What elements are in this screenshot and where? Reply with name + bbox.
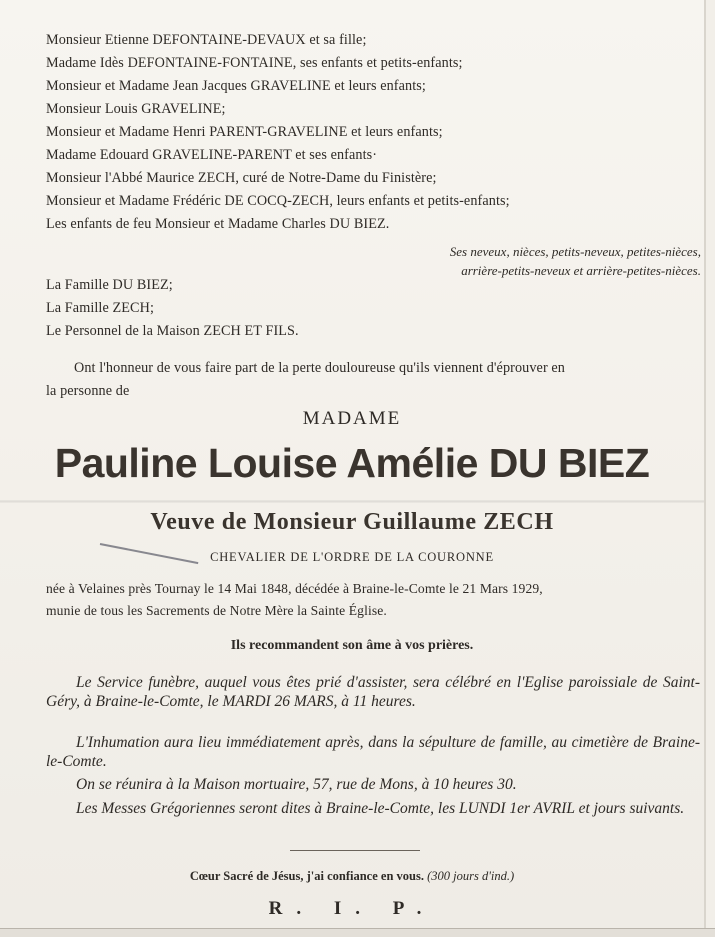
paper-fold-crease (0, 500, 704, 503)
birth-death-line: munie de tous les Sacrements de Notre Mère la Sainte Église. (46, 603, 387, 618)
prayer-text: Cœur Sacré de Jésus, j'ai confiance en vous. (189, 869, 424, 883)
gathering-paragraph: On se réunira à la Maison mortuaire, 57, rue de Mons, à 10 heures 30. (76, 776, 517, 793)
mourner-line: Monsieur Etienne DEFONTAINE-DEVAUX et sa fille; (46, 32, 367, 48)
mourner-line: Monsieur l'Abbé Maurice ZECH, curé de Notre-Dame du Finistère; (46, 170, 437, 186)
mourner-line: Monsieur et Madame Frédéric DE COCQ-ZECH, leurs enfants et petits-enfants; (46, 193, 510, 209)
mourner-line: Les enfants de feu Monsieur et Madame Charles DU BIEZ. (46, 216, 390, 232)
prayer-line (0, 869, 704, 884)
birth-death-line: née à Velaines près Tournay le 14 Mai 1848, décédée à Braine-le-Comte le 21 Mars 1929, (46, 581, 543, 596)
salutation: MADAME (302, 408, 402, 429)
widow-of-line: Veuve de Monsieur Guillaume ZECH (150, 509, 554, 535)
mourner-line: Monsieur et Madame Henri PARENT-GRAVELINE et leurs enfants; (46, 124, 443, 140)
announcement-line: la personne de (46, 383, 130, 399)
divider-rule (290, 850, 420, 851)
family-line: La Famille ZECH; (46, 300, 154, 316)
honorific-title: CHEVALIER DE L'ORDRE DE LA COURONNE (210, 550, 494, 564)
rip-monogram: R. I. P. (268, 898, 436, 919)
announcement-line: Ont l'honneur de vous faire part de la perte douloureuse qu'ils viennent d'éprouver en (74, 360, 566, 376)
mourner-line: Madame Edouard GRAVELINE-PARENT et ses enfants· (46, 147, 378, 163)
masses-paragraph: Les Messes Grégoriennes seront dites à Braine-le-Comte, les LUNDI 1er AVRIL et jours suivants. (76, 800, 685, 817)
prayer-recommendation: Ils recommandent son âme à vos prières. (230, 638, 474, 653)
relatives-note-line: Ses neveux, nièces, petits-neveux, petites-nièces, (449, 244, 701, 259)
service-paragraph: Le Service funèbre, auquel vous êtes prié d'assister, sera célébré en l'Eglise paroissiale de Saint-Géry, à Braine-le-Comte, le MARDI 26 MARS, à 11 heures. (46, 674, 700, 710)
indulgence-note: (300 jours d'ind.) (427, 869, 515, 883)
mourner-line: Monsieur et Madame Jean Jacques GRAVELINE et leurs enfants; (46, 78, 426, 94)
deceased-name: Pauline Louise Amélie DU BIEZ (54, 440, 650, 486)
mourner-line: Monsieur Louis GRAVELINE; (46, 101, 226, 117)
mourner-line: Madame Idès DEFONTAINE-FONTAINE, ses enfants et petits-enfants; (46, 55, 463, 71)
family-line: Le Personnel de la Maison ZECH ET FILS. (46, 323, 299, 339)
relatives-note-line: arrière-petits-neveux et arrière-petites-nièces. (461, 263, 701, 278)
family-line: La Famille DU BIEZ; (46, 277, 173, 293)
burial-paragraph: L'Inhumation aura lieu immédiatement après, dans la sépulture de famille, au cimetière de Braine-le-Comte. (46, 734, 700, 770)
